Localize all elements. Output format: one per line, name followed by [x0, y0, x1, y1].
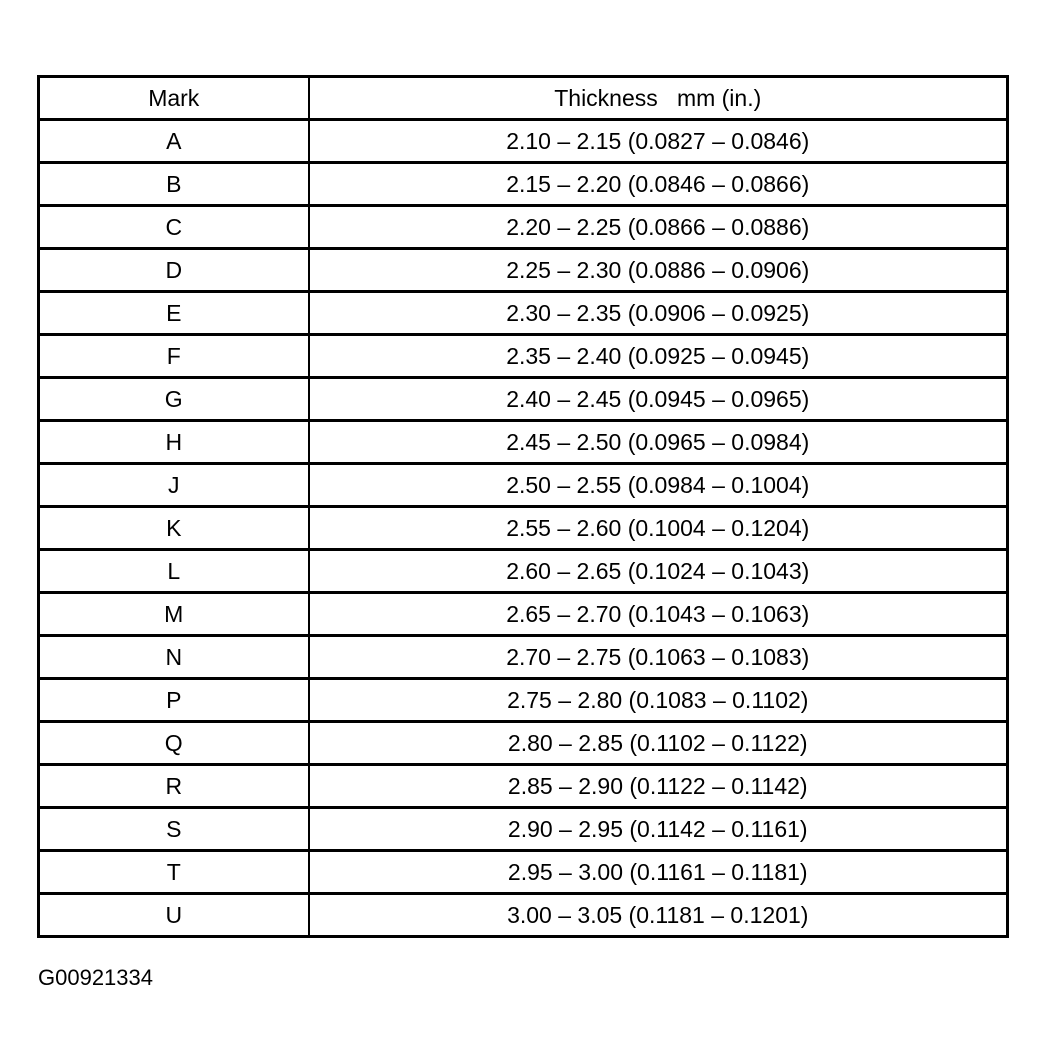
mark-cell: S	[39, 808, 309, 851]
column-header-thickness: Thickness mm (in.)	[309, 77, 1008, 120]
thickness-cell: 2.50 – 2.55 (0.0984 – 0.1004)	[309, 464, 1008, 507]
mark-cell: J	[39, 464, 309, 507]
thickness-cell: 2.85 – 2.90 (0.1122 – 0.1142)	[309, 765, 1008, 808]
table-row	[39, 120, 1008, 163]
thickness-cell: 2.25 – 2.30 (0.0886 – 0.0906)	[309, 249, 1008, 292]
table-body	[39, 120, 1008, 937]
thickness-cell: 2.55 – 2.60 (0.1004 – 0.1204)	[309, 507, 1008, 550]
table-row	[39, 636, 1008, 679]
table-row	[39, 851, 1008, 894]
mark-cell: L	[39, 550, 309, 593]
thickness-cell: 2.90 – 2.95 (0.1142 – 0.1161)	[309, 808, 1008, 851]
mark-cell: T	[39, 851, 309, 894]
thickness-cell: 2.20 – 2.25 (0.0866 – 0.0886)	[309, 206, 1008, 249]
table-row	[39, 894, 1008, 937]
mark-cell: P	[39, 679, 309, 722]
thickness-cell: 2.30 – 2.35 (0.0906 – 0.0925)	[309, 292, 1008, 335]
thickness-cell: 2.35 – 2.40 (0.0925 – 0.0945)	[309, 335, 1008, 378]
mark-cell: H	[39, 421, 309, 464]
table-row	[39, 765, 1008, 808]
table-header	[39, 77, 1008, 120]
table-row	[39, 679, 1008, 722]
table-row	[39, 163, 1008, 206]
mark-cell: U	[39, 894, 309, 937]
mark-cell: A	[39, 120, 309, 163]
thickness-cell: 2.45 – 2.50 (0.0965 – 0.0984)	[309, 421, 1008, 464]
mark-cell: G	[39, 378, 309, 421]
table-row	[39, 722, 1008, 765]
thickness-spec-table	[37, 75, 1009, 938]
thickness-cell: 2.70 – 2.75 (0.1063 – 0.1083)	[309, 636, 1008, 679]
table-row	[39, 206, 1008, 249]
table-row	[39, 421, 1008, 464]
thickness-cell: 3.00 – 3.05 (0.1181 – 0.1201)	[507, 902, 809, 928]
mark-cell: D	[39, 249, 309, 292]
thickness-cell: 2.95 – 3.00 (0.1161 – 0.1181)	[309, 851, 1008, 894]
thickness-cell: 2.80 – 2.85 (0.1102 – 0.1122)	[309, 722, 1008, 765]
table-row	[39, 378, 1008, 421]
mark-cell: C	[39, 206, 309, 249]
mark-cell: Q	[39, 722, 309, 765]
table-row	[39, 593, 1008, 636]
table-row	[39, 335, 1008, 378]
thickness-cell: 2.10 – 2.15 (0.0827 – 0.0846)	[309, 120, 1008, 163]
mark-cell: K	[39, 507, 309, 550]
table-row	[39, 550, 1008, 593]
figure-id: G00921334	[38, 965, 153, 990]
table-row	[39, 292, 1008, 335]
table-row	[39, 808, 1008, 851]
thickness-cell: 2.15 – 2.20 (0.0846 – 0.0866)	[309, 163, 1008, 206]
thickness-cell: 2.40 – 2.45 (0.0945 – 0.0965)	[309, 378, 1008, 421]
table-row	[39, 464, 1008, 507]
mark-cell: E	[39, 292, 309, 335]
mark-cell: M	[39, 593, 309, 636]
table-row	[39, 507, 1008, 550]
table-row	[39, 249, 1008, 292]
mark-cell: R	[39, 765, 309, 808]
thickness-cell: 2.60 – 2.65 (0.1024 – 0.1043)	[309, 550, 1008, 593]
mark-cell: B	[39, 163, 309, 206]
column-header-mark: Mark	[39, 77, 309, 120]
header-row	[39, 77, 1008, 120]
mark-cell: N	[39, 636, 309, 679]
thickness-cell: 2.75 – 2.80 (0.1083 – 0.1102)	[309, 679, 1008, 722]
mark-cell: F	[39, 335, 309, 378]
thickness-cell: 2.65 – 2.70 (0.1043 – 0.1063)	[309, 593, 1008, 636]
